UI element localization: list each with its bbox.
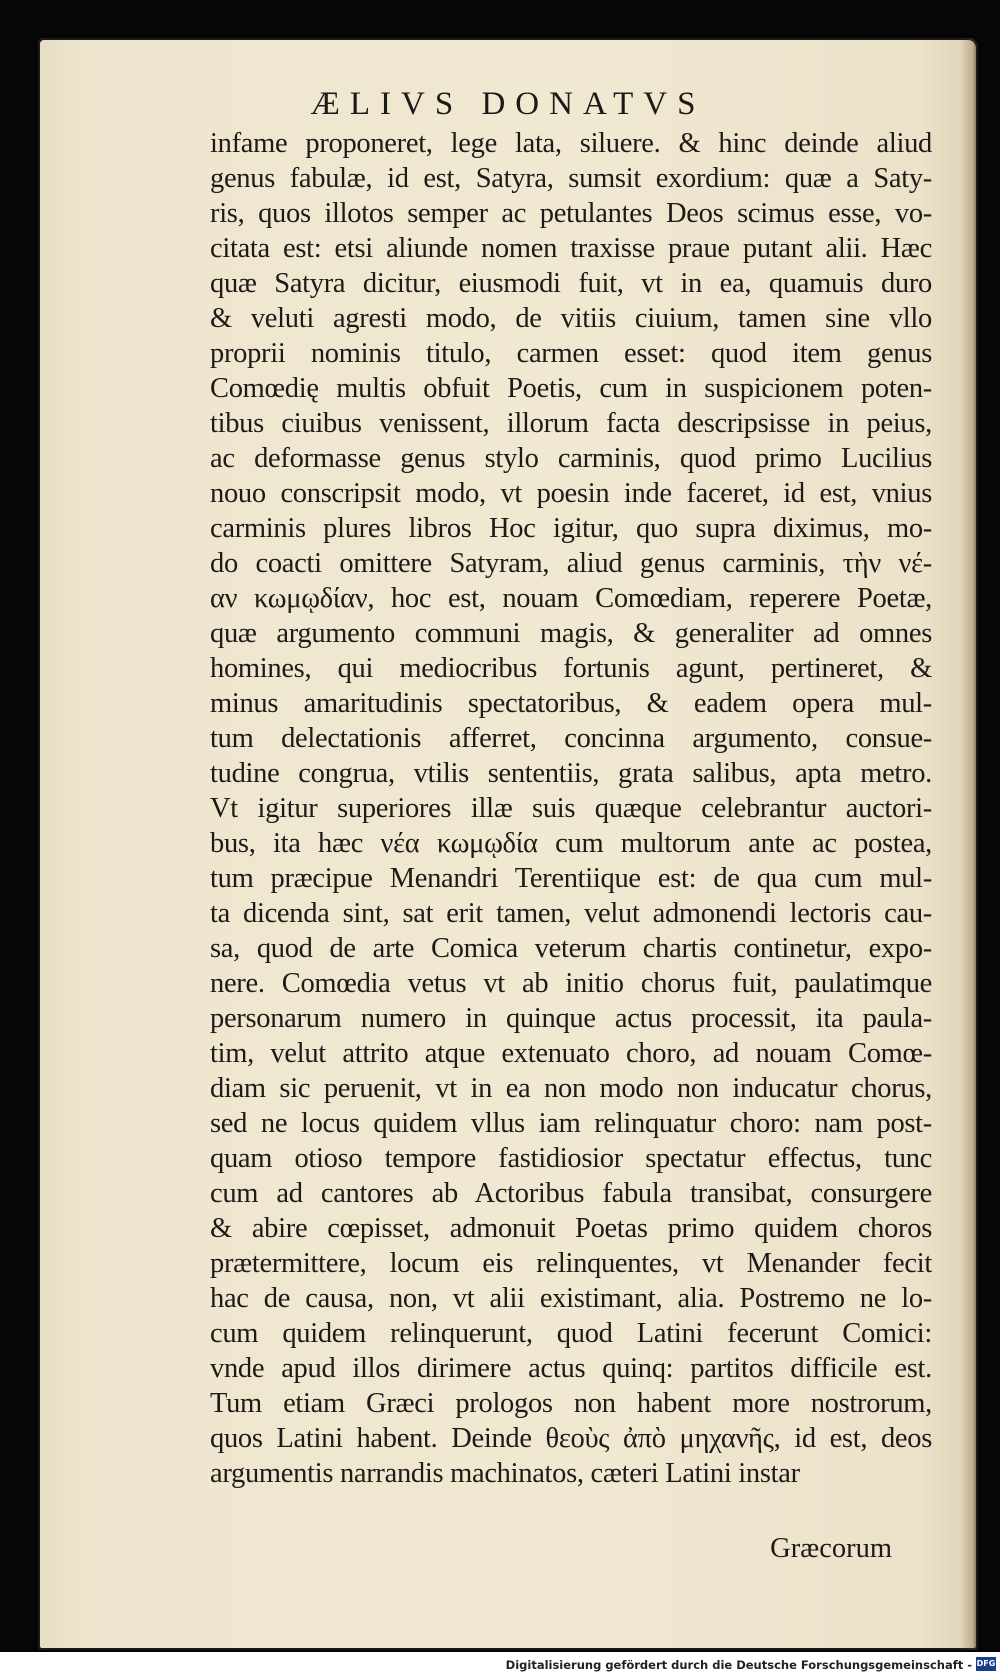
text-line: cum quidem relinquerunt, quod Latini fecerunt Comici: [210, 1318, 932, 1349]
text-line: prætermittere, locum eis relinquentes, vt Menander fecit [210, 1248, 932, 1279]
text-line: & abire cœpisset, admonuit Poetas primo quidem choros [210, 1213, 932, 1244]
text-line: quæ Satyra dicitur, eiusmodi fuit, vt in ea, quamuis duro [210, 268, 932, 299]
text-line: Comœdię multis obfuit Poetis, cum in suspicionem poten- [210, 373, 932, 404]
text-line: nouo conscripsit modo, vt poesin inde faceret, id est, vnius [210, 478, 932, 509]
text-line: proprii nominis titulo, carmen esset: quod item genus [210, 338, 932, 369]
text-line: minus amaritudinis spectatoribus, & eadem opera mul- [210, 688, 932, 719]
text-line: tum præcipue Menandri Terentiique est: de qua cum mul- [210, 863, 932, 894]
text-line: tibus ciuibus venissent, illorum facta descripsisse in peius, [210, 408, 932, 439]
text-line: ta dicenda sint, sat erit tamen, velut admonendi lectoris cau- [210, 898, 932, 929]
text-line: carminis plures libros Hoc igitur, quo supra diximus, mo- [210, 513, 932, 544]
text-line: Vt igitur superiores illæ suis quæque celebrantur auctori- [210, 793, 932, 824]
text-line: homines, qui mediocribus fortunis agunt, pertineret, & [210, 653, 932, 684]
text-line: citata est: etsi aliunde nomen traxisse praue putant alii. Hæc [210, 233, 932, 264]
text-line: bus, ita hæc νέα κωμῳδία cum multorum ante ac postea, [210, 828, 932, 859]
text-line: quam otioso tempore fastidiosior spectatur effectus, tunc [210, 1143, 932, 1174]
text-line: genus fabulæ, id est, Satyra, sumsit exordium: quæ a Saty- [210, 163, 932, 194]
text-line: hac de causa, non, vt alii existimant, alia. Postremo ne lo- [210, 1283, 932, 1314]
page-edge-shadow [960, 38, 978, 1650]
text-line: personarum numero in quinque actus processit, ita paula- [210, 1003, 932, 1034]
text-line: & veluti agresti modo, de vitiis ciuium, tamen sine vllo [210, 303, 932, 334]
text-line: ac deformasse genus stylo carminis, quod primo Lucilius [210, 443, 932, 474]
digitization-footer [0, 1652, 1000, 1680]
text-line: do coacti omittere Satyram, aliud genus carminis, τὴν νέ- [210, 548, 932, 579]
running-head: ÆLIVS DONATVS [310, 86, 706, 122]
text-line: quæ argumento communi magis, & generaliter ad omnes [210, 618, 932, 649]
text-line: cum ad cantores ab Actoribus fabula transibat, consurgere [210, 1178, 932, 1209]
text-line: tum delectationis afferret, concinna argumento, consue- [210, 723, 932, 754]
text-line: ris, quos illotos semper ac petulantes Deos scimus esse, vo- [210, 198, 932, 229]
text-line: nere. Comœdia vetus vt ab initio chorus fuit, paulatimque [210, 968, 932, 999]
text-line: sa, quod de arte Comica veterum chartis continetur, expo- [210, 933, 932, 964]
text-line: quos Latini habent. Deinde θεοὺς ἀπὸ μηχανῆς, id est, deos [210, 1423, 932, 1454]
text-line: argumentis narrandis machinatos, cæteri Latini instar [210, 1458, 800, 1489]
text-line: infame proponeret, lege lata, siluere. & hinc deinde aliud [210, 128, 932, 159]
text-line: vnde apud illos dirimere actus quinq: partitos difficile est. [210, 1353, 932, 1384]
text-line: sed ne locus quidem vllus iam relinquatur choro: nam post- [210, 1108, 932, 1139]
text-line: tudine congrua, vtilis sententiis, grata salibus, apta metro. [210, 758, 932, 789]
text-line: diam sic peruenit, vt in ea non modo non inducatur chorus, [210, 1073, 932, 1104]
catchword: Græcorum [770, 1533, 892, 1564]
text-line: tim, velut attrito atque extenuato choro, ad nouam Comœ- [210, 1038, 932, 1069]
footer-credit: Digitalisierung gefördert durch die Deutsche Forschungsgemeinschaft - [505, 1658, 972, 1672]
dfg-logo: DFG [976, 1657, 996, 1671]
text-line: αν κωμῳδίαν, hoc est, nouam Comœdiam, reperere Poetæ, [210, 583, 932, 614]
text-line: Tum etiam Græci prologos non habent more nostrorum, [210, 1388, 932, 1419]
text-block [210, 126, 932, 1491]
book-page [38, 38, 978, 1650]
